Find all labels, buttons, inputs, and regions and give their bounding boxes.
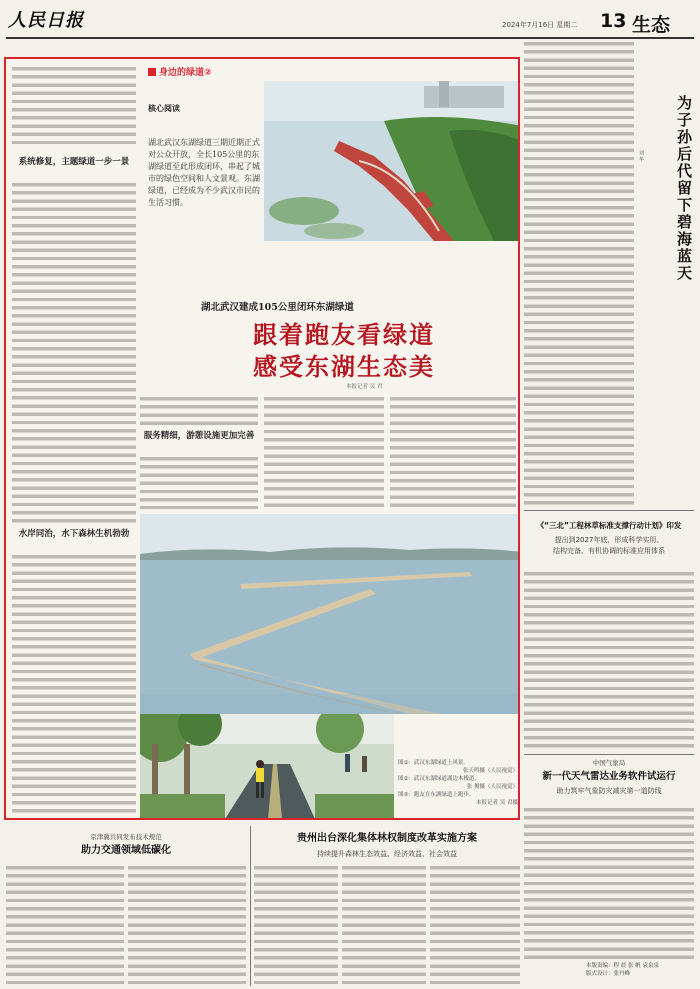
news-4-body-b (342, 866, 426, 984)
masthead (0, 0, 700, 40)
news-item-2 (524, 758, 694, 797)
photo-runner (140, 714, 394, 819)
news-2-sub: 助力筑牢气象防灾减灾第一道防线 (556, 787, 662, 795)
section-name: 生态 (632, 14, 671, 36)
caption-1-credit: 张天鸣摄（人民视觉） (462, 768, 518, 774)
body-text-col2a (140, 397, 258, 429)
issue-date: 2024年7月16日 星期二 (502, 21, 578, 29)
page-credits (586, 962, 659, 978)
headline-line-2: 感受东湖生态美 (253, 352, 435, 381)
photo-greenway-aerial (264, 81, 520, 241)
newspaper-logo: 人民日报 (8, 10, 84, 31)
commentary-text (524, 42, 634, 507)
divider (250, 826, 251, 986)
headline-line-1: 跟着跑友看绿道 (253, 320, 435, 349)
headline-kicker: 湖北武汉建成105公里闭环东湖绿道 (201, 302, 354, 313)
masthead-rule (6, 37, 694, 39)
news-3-label: 京津冀共同发布技术规范 (90, 833, 162, 841)
caption-3: 图③：跑友在东湖绿道上跑步。 (398, 792, 475, 798)
subhead-3: 服务精细，游憩设施更加完善 (143, 431, 255, 441)
news-1-body (524, 572, 694, 752)
news-3-body-b (128, 866, 246, 984)
caption-2-credit: 张 俊摄（人民视觉） (466, 784, 518, 790)
news-3-body-a (6, 866, 124, 984)
news-4-body-c (430, 866, 520, 984)
core-reading-text: 湖北武汉东湖绿道三期近期正式对公众开放，全长105公里的东湖绿道至此形成闭环，串起了城市的绿色空间和人文景观。东湖绿道，已经成为不少武汉市民的生活习惯。 (148, 138, 260, 207)
headline (174, 319, 514, 383)
editor-credit: 本版责编：程 晨 张 帆 袁泉泉 (586, 963, 659, 969)
news-4-title: 贵州出台深化集体林权制度改革实施方案 (297, 833, 477, 844)
caption-1: 图①：武汉东湖绿道上风景。 (398, 760, 469, 766)
designer-credit: 版式设计：张丹峰 (586, 971, 631, 977)
divider (524, 510, 694, 511)
page-number: 13 (600, 10, 627, 32)
caption-3-credit: 本报记者 吴 君摄 (476, 800, 518, 806)
news-4-sub: 持续提升森林生态效益、经济效益、社会效益 (317, 850, 457, 858)
feature-article (4, 57, 520, 820)
body-text-col4 (390, 397, 516, 509)
photo-captions (398, 759, 518, 807)
caption-2: 图②：武汉东湖绿道湖边木栈道。 (398, 776, 480, 782)
news-4-body-a (254, 866, 338, 984)
series-tag-icon (148, 68, 156, 76)
news-1-title: 《“三北”工程林草标准支撑行动计划》印发 (536, 521, 682, 530)
news-2-title: 新一代天气雷达业务软件试运行 (542, 771, 676, 782)
divider (524, 754, 694, 755)
body-text-col1a (12, 67, 136, 149)
core-reading-label: 核心阅读 (148, 104, 180, 113)
news-3-title: 助力交通领域低碳化 (81, 845, 171, 856)
news-2-label: 中国气象局 (592, 759, 626, 767)
subhead-1: 系统修复，主题绿道一步一景 (18, 157, 130, 167)
body-text-col3 (264, 397, 384, 509)
news-item-3 (6, 832, 246, 858)
body-text-col1c (12, 555, 136, 817)
byline: 本报记者 吴 君 (346, 384, 383, 390)
commentary-author: 刘 华 (638, 150, 644, 162)
body-text-col1b (12, 183, 136, 523)
commentary-headline: 为子孙后代留下碧海蓝天 (675, 95, 693, 282)
news-item-1 (524, 520, 694, 557)
news-2-body (524, 808, 694, 960)
body-text-col2b (140, 457, 258, 509)
news-1-sub-1: 提出到2027年底，形成科学实用、 (554, 536, 664, 544)
series-tag-label: 身边的绿道② (159, 68, 212, 78)
photo-lake-boardwalk (140, 514, 520, 714)
subhead-2: 水岸同治，水下森林生机勃勃 (18, 529, 130, 539)
series-tag (148, 65, 212, 78)
news-item-4 (254, 832, 520, 860)
news-1-sub-2: 结构完备、有机协调的标准应用体系 (553, 547, 665, 555)
